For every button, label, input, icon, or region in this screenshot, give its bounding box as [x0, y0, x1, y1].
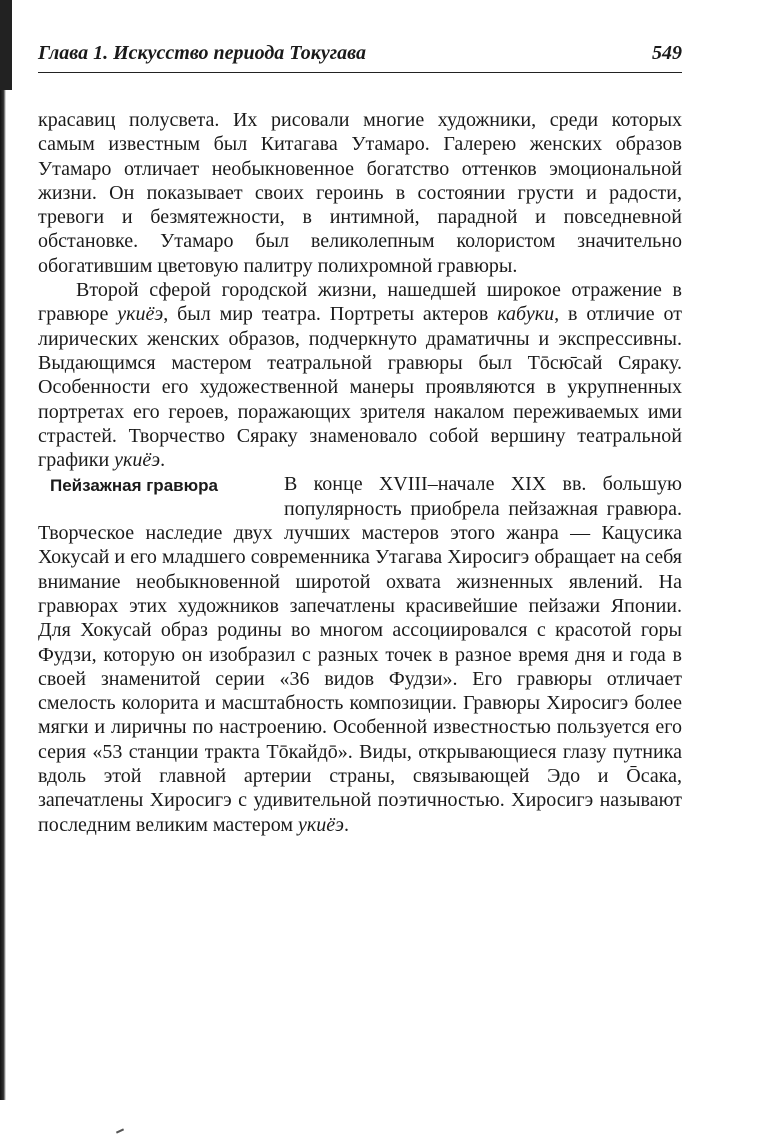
- italic-term-kabuki: кабуки: [497, 303, 555, 326]
- page-number: 549: [652, 42, 682, 64]
- italic-term-ukiyoe: укиёэ: [114, 449, 161, 472]
- paragraph-sharaku: [38, 278, 682, 472]
- body-text: [38, 108, 682, 837]
- chapter-title: Глава 1. Искусство периода Токугава: [38, 42, 366, 64]
- scan-speck: [116, 1128, 124, 1133]
- text-run: .: [160, 449, 166, 472]
- book-spine-shadow: [0, 0, 6, 1100]
- text-run: .: [343, 813, 349, 836]
- text-run: Второй сферой городской жизни, нашедшей широкое отражение в гравюре: [38, 279, 682, 326]
- paragraph-landscape: [38, 472, 682, 836]
- section-heading-landscape: Пейзажная гравюра: [50, 476, 218, 496]
- italic-term-ukiyoe: укиёэ: [117, 303, 164, 326]
- paragraph-utamaro: [38, 108, 682, 278]
- paragraph-text: красавиц полусвета. Их рисовали многие художники, среди которых самым известным был Китагава Утамаро. Галерею женских образов Утамаро отличает необыкновенное богатство оттенков эмоциональной жизни. Он показывает своих героинь в состоянии грусти и радости, тревоги и безмятежности, в интимной, парадной и повседневной обстановке. Утамаро был великолепным колористом значительно обогатившим цветовую палитру полихромной гравюры.: [38, 109, 682, 277]
- text-run: В конце XVIII–начале XIX вв. большую популярность приобрела пейзажная гравюра. Творческое наследие двух лучших мастеров этого жанра — Кацусика Хокусай и его младшего современника Утагава Хиросигэ обращает на себя внимание необыкновенной широтой охвата жизненных явлений. На гравюрах этих художников запечатлены красивейшие пейзажи Японии. Для Хокусай образ родины во многом ассоциировался с красотой горы Фудзи, которую он изобразил с разных точек в разное время дня и года в своей знаменитой серии «36 видов Фудзи». Его гравюры отличает смелость колорита и масштабность композиции. Гравюры Хиросигэ более мягки и лиричны по настроению. Особенной известностью пользуется его серия «53 станции тракта Тōкайдō». Виды, открывающиеся глазу путника вдоль этой главной артерии страны, связывающей Эдо и Ōсака, запечатлены Хиросигэ с удивительной поэтичностью. Хиросигэ называют последним великим мастером: [38, 473, 682, 836]
- book-spine-edge: [0, 0, 12, 90]
- text-run: , был мир театра. Портреты актеров: [163, 303, 498, 326]
- italic-term-ukiyoe: укиёэ: [298, 813, 344, 836]
- text-run: , в отличие от лирических женских образов, подчеркнуто драматичны и экспрессивны. Выдающимся мастером театральной гравюры был Тōсю̄сай Сяраку. Особенности его художественной манеры проявляются в укрупненных портретах его героев, поражающих зрителя накалом переживаемых ими страстей. Творчество Сяраку знаменовало собой вершину театральной графики: [38, 303, 682, 472]
- running-header: [38, 42, 682, 73]
